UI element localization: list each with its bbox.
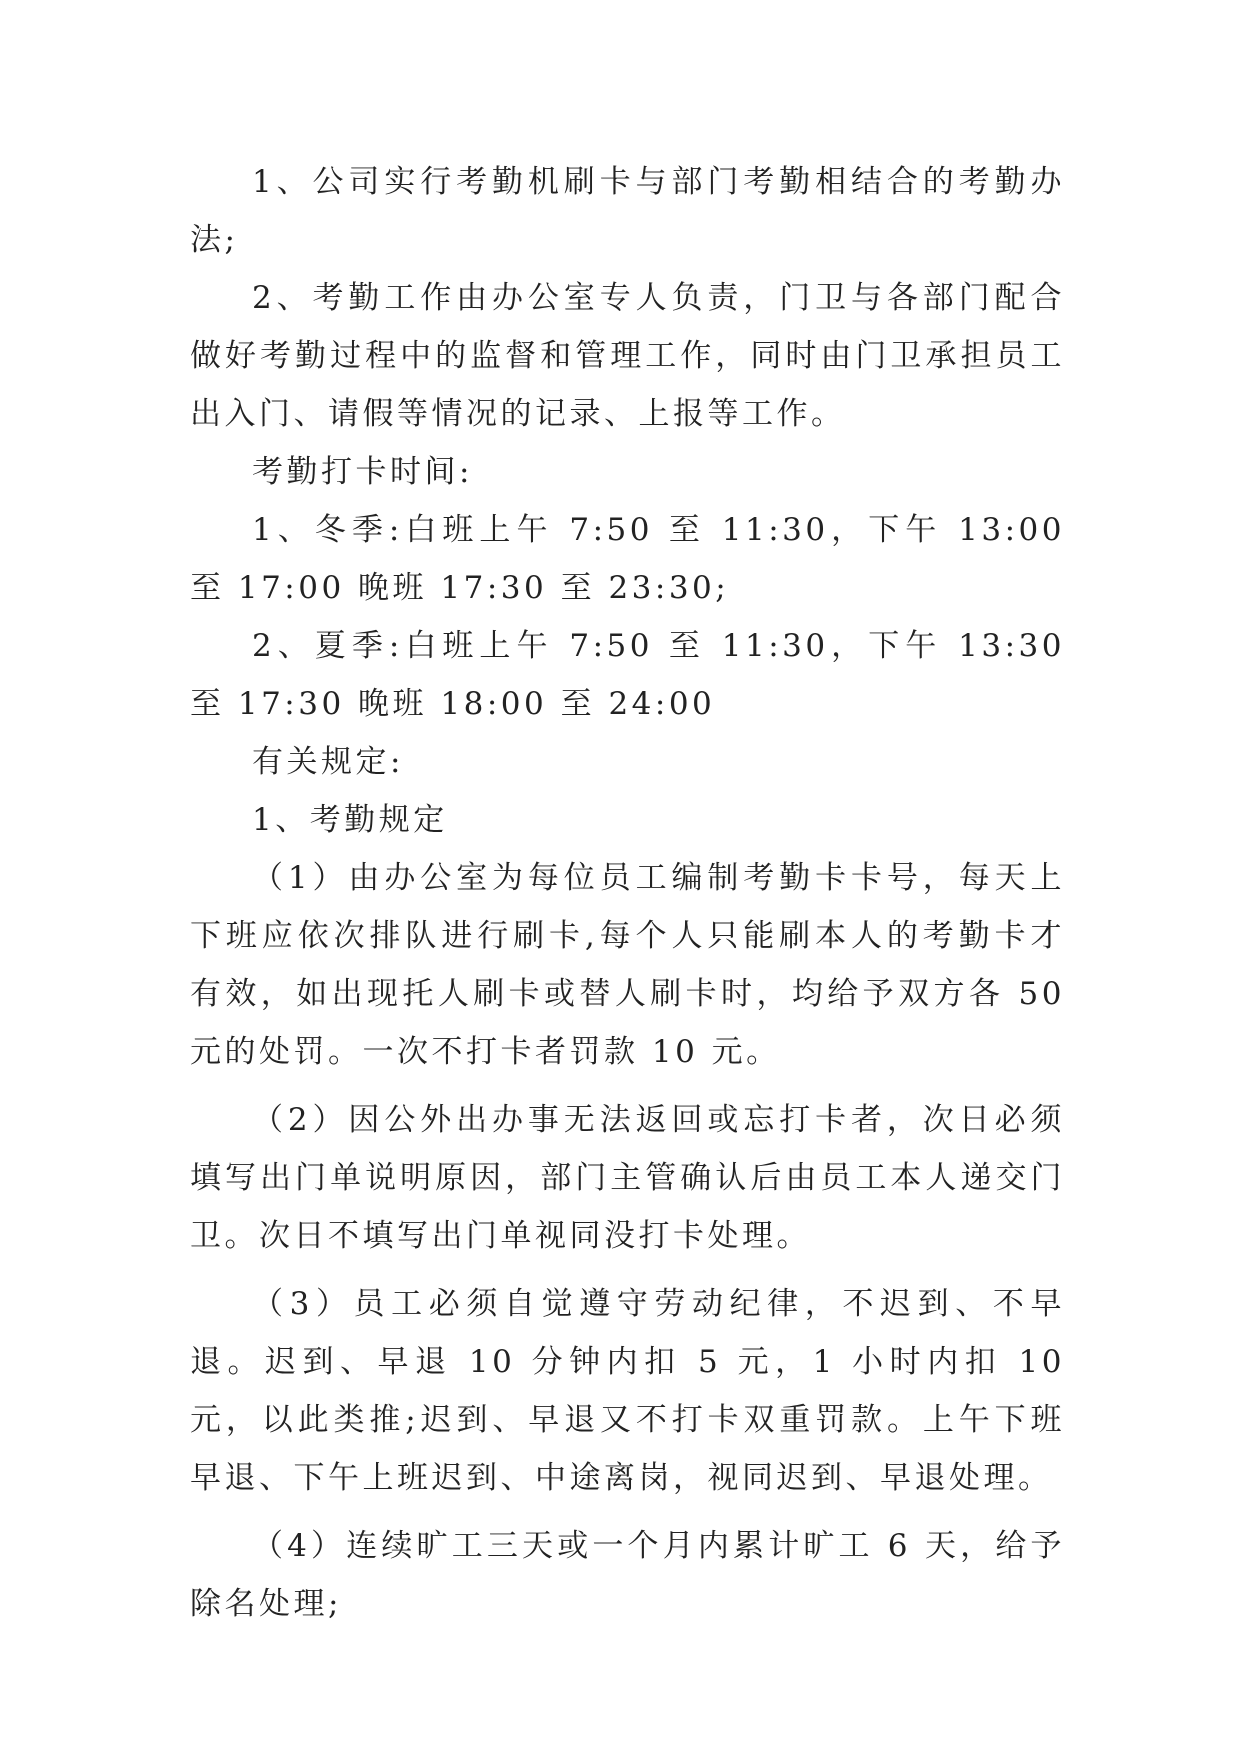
paragraph-summer-hours: 2、夏季:白班上午 7:50 至 11:30，下午 13:30 至 17:30 晚班 18:00 至 24:00	[190, 628, 1065, 722]
paragraph-policy-2: 2、考勤工作由办公室专人负责，门卫与各部门配合做好考勤过程中的监督和管理工作，同时由门卫承担员工出入门、请假等情况的记录、上报等工作。	[190, 280, 1065, 432]
heading-attendance-rules: 1、考勤规定	[252, 802, 448, 838]
paragraph-rule-4: （4）连续旷工三天或一个月内累计旷工 6 天，给予除名处理;	[190, 1528, 1065, 1622]
paragraph-rule-3: （3）员工必须自觉遵守劳动纪律，不迟到、不早退。迟到、早退 10 分钟内扣 5 元，1 小时内扣 10 元，以此类推;迟到、早退又不打卡双重罚款。上午下班早退、下午上班迟到、中途离岗，视同迟到、早退处理。	[190, 1286, 1065, 1496]
paragraph-policy-1: 1、公司实行考勤机刷卡与部门考勤相结合的考勤办法;	[190, 164, 1065, 258]
heading-regulations: 有关规定:	[252, 744, 404, 780]
paragraph-winter-hours: 1、冬季:白班上午 7:50 至 11:30，下午 13:00 至 17:00 晚班 17:30 至 23:30;	[190, 512, 1065, 606]
paragraph-rule-2: （2）因公外出办事无法返回或忘打卡者，次日必须填写出门单说明原因，部门主管确认后由员工本人递交门卫。次日不填写出门单视同没打卡处理。	[190, 1102, 1065, 1254]
paragraph-rule-1: （1）由办公室为每位员工编制考勤卡卡号，每天上下班应依次排队进行刷卡,每个人只能刷本人的考勤卡才有效，如出现托人刷卡或替人刷卡时，均给予双方各 50 元的处罚。一次不打卡者罚款 10 元。	[190, 860, 1065, 1070]
heading-clock-times: 考勤打卡时间:	[252, 454, 473, 490]
document-body	[190, 153, 1065, 1633]
